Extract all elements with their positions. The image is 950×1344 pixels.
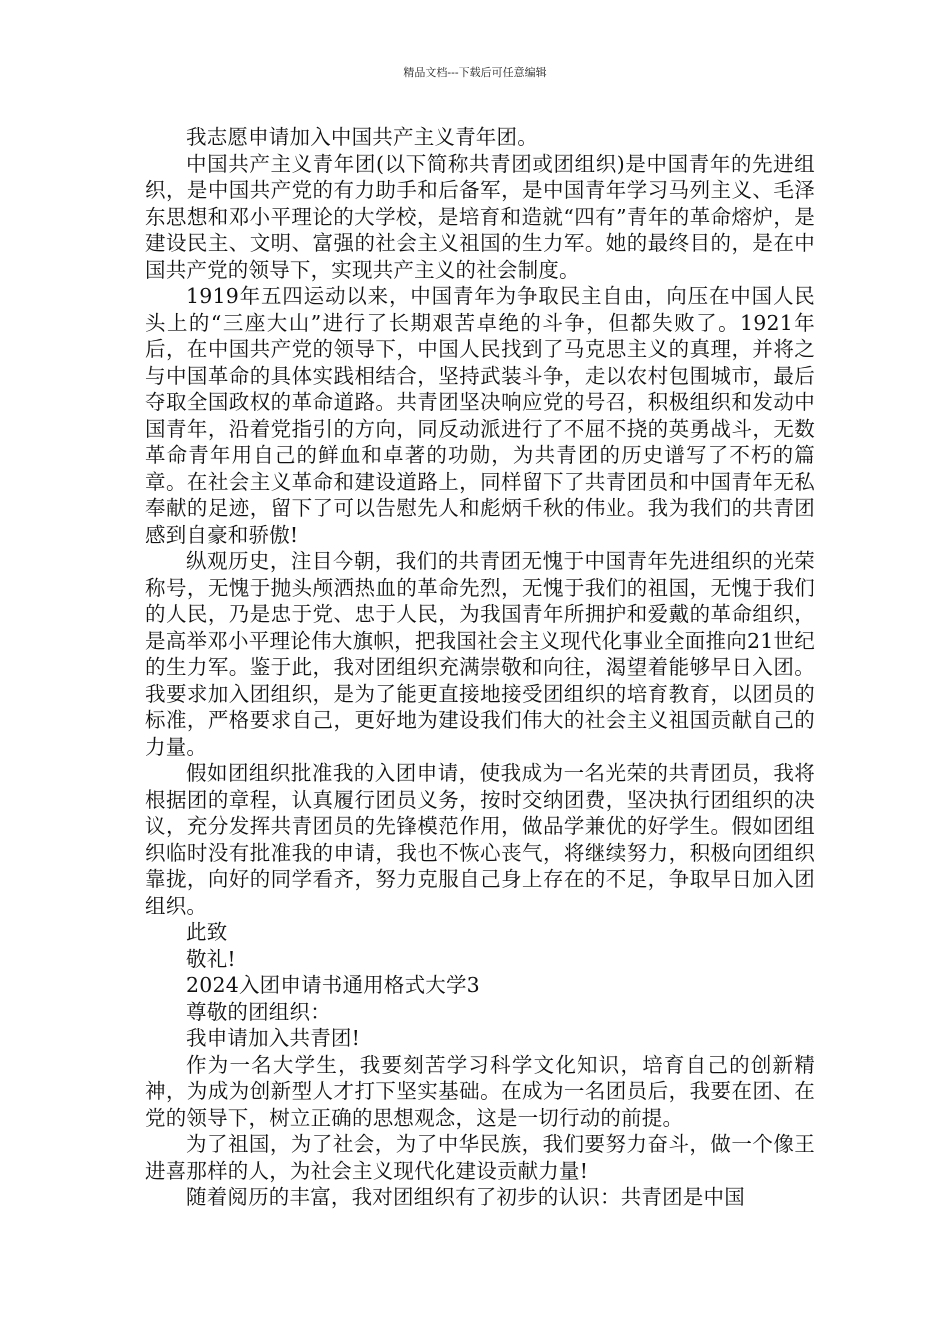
paragraph-study-goal: 作为一名大学生，我要刻苦学习科学文化知识，培育自己的创新精神，为成为创新型人才打下坚实基础。在成为一名团员后，我要在团、在党的领导下，树立正确的思想观念，这是一切行动的前提。 (145, 1052, 815, 1130)
paragraph-commitment: 假如团组织批准我的入团申请，使我成为一名光荣的共青团员，我将根据团的章程，认真履行团员义务，按时交纳团费，坚决执行团组织的决议，充分发挥共青团员的先锋模范作用，做品学兼优的好学生。假如团组织临时没有批准我的申请，我也不恢心丧气，将继续努力，积极向团组织靠拢，向好的同学看齐，努力克服自己身上存在的不足，争取早日加入团组织。 (145, 761, 815, 918)
paragraph-understanding: 随着阅历的丰富，我对团组织有了初步的认识：共青团是中国 (186, 1185, 745, 1209)
paragraph-league-definition: 中国共产主义青年团(以下简称共青团或团组织)是中国青年的先进组织，是中国共产党的有力助手和后备军，是中国青年学习马列主义、毛泽东思想和邓小平理论的大学校，是培育和造就“四有”青年的革命熔炉，是建设民主、文明、富强的社会主义祖国的生力军。她的最终目的，是在中国共产党的领导下，实现共产主义的社会制度。 (145, 151, 815, 282)
section-heading: 2024入团申请书通用格式大学3 (186, 973, 480, 997)
paragraph-application: 我申请加入共青团! (186, 1026, 361, 1050)
closing-salutation: 此致 (186, 920, 228, 944)
page-header: 精品文档---下载后可任意编辑 (403, 66, 547, 79)
paragraph-motivation: 纵观历史，注目今朝，我们的共青团无愧于中国青年先进组织的光荣称号，无愧于抛头颅洒热血的革命先烈，无愧于我们的祖国，无愧于我们的人民，乃是忠于党、忠于人民，为我国青年所拥护和爱戴的革命组织，是高举邓小平理论伟大旗帜，把我国社会主义现代化事业全面推向21世纪的生力军。鉴于此，我对团组织充满崇敬和向往，渴望着能够早日入团。我要求加入团组织，是为了能更直接地接受团组织的培育教育，以团员的标准，严格要求自己，更好地为建设我们伟大的社会主义祖国贡献自己的力量。 (145, 549, 815, 759)
paragraph-dedication: 为了祖国，为了社会，为了中华民族，我们要努力奋斗，做一个像王进喜那样的人，为社会主义现代化建设贡献力量! (145, 1132, 815, 1183)
document-body (145, 124, 815, 1211)
paragraph-history: 1919年五四运动以来，中国青年为争取民主自由，向压在中国人民头上的“三座大山”进行了长期艰苦卓绝的斗争，但都失败了。1921年后，在中国共产党的领导下，中国人民找到了马克思主义的真理，并将之与中国革命的具体实践相结合，坚持武装斗争，走以农村包围城市，最后夺取全国政权的革命道路。共青团坚决响应党的号召，积极组织和发动中国青年，沿着党指引的方向，同反动派进行了不屈不挠的英勇战斗，无数革命青年用自己的鲜血和卓著的功勋，为共青团的历史谱写了不朽的篇章。在社会主义革命和建设道路上，同样留下了共青团员和中国青年无私奉献的足迹，留下了可以告慰先人和彪炳千秋的伟业。我为我们的共青团感到自豪和骄傲! (145, 284, 815, 547)
closing-regards: 敬礼! (186, 946, 236, 971)
paragraph-intro: 我志愿申请加入中国共产主义青年团。 (186, 125, 538, 149)
letter-greeting: 尊敬的团组织： (186, 999, 331, 1024)
